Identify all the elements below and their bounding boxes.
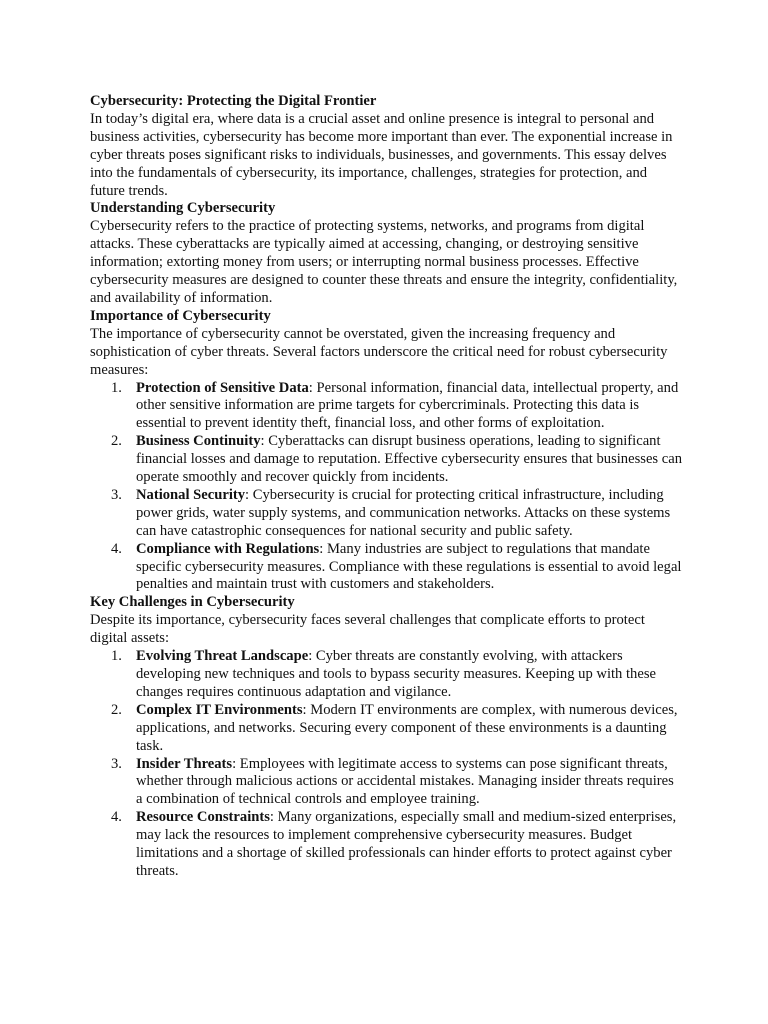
list-number: 1. (111, 648, 122, 665)
list-text: : Cyberattacks can disrupt business operations, leading to significant financial losses and damage to reputation. Effective cybersecurity ensures that businesses can operate smoothly and recover quickly from incidents. (136, 433, 682, 486)
list-number: 3. (111, 486, 122, 503)
list-term: Insider Threats (136, 755, 233, 772)
list-number: 2. (111, 433, 122, 450)
understanding-paragraph: Cybersecurity refers to the practice of protecting systems, networks, and programs from digital attacks. These cyberattacks are typically aimed at accessing, changing, or destroying sensitive information; extorting money from users; or interrupting normal business processes. Effective cybersecurity measures are designed to counter these threats and ensure the integrity, confidentiality, and availability of information. (90, 218, 678, 306)
list-text: : Cyber threats are constantly evolving, with attackers developing new techniques and tools to bypass security measures. Keeping up with these changes requires continuous adaptation and vigilance. (136, 648, 656, 700)
list-item (111, 809, 682, 881)
list-term: Compliance with Regulations (136, 540, 320, 557)
list-item (111, 648, 682, 702)
section-heading-importance: Importance of Cybersecurity (90, 307, 271, 324)
challenges-paragraph: Despite its importance, cybersecurity faces several challenges that complicate efforts to protect digital assets: (90, 612, 645, 647)
list-text: : Many organizations, especially small and medium-sized enterprises, may lack the resources to implement comprehensive cybersecurity measures. Budget limitations and a shortage of skilled professionals can hinder efforts to protect against cyber threats. (136, 809, 677, 879)
section-heading-challenges: Key Challenges in Cybersecurity (90, 594, 295, 611)
list-number: 1. (111, 379, 122, 396)
list-number: 2. (111, 701, 122, 718)
list-number: 4. (111, 809, 122, 826)
document-page (90, 93, 682, 881)
list-term: Complex IT Environments (136, 701, 303, 718)
list-text: : Personal information, financial data, intellectual property, and other sensitive information are prime targets for cybercriminals. Protecting this data is essential to prevent identity theft, financial loss, and other forms of exploitation. (136, 379, 679, 432)
importance-list (90, 380, 682, 595)
list-text: : Cybersecurity is crucial for protecting critical infrastructure, including power grids, water supply systems, and communication networks. Attacks on these systems can have catastrophic consequences for national security and public safety. (136, 486, 671, 539)
challenges-list (90, 648, 682, 881)
list-term: Evolving Threat Landscape (136, 648, 309, 665)
document-title: Cybersecurity: Protecting the Digital Frontier (90, 93, 377, 109)
list-text: : Modern IT environments are complex, with numerous devices, applications, and networks. Securing every component of these environments is a daunting task. (136, 701, 678, 754)
list-item (111, 540, 682, 595)
list-item (111, 379, 682, 434)
list-number: 3. (111, 755, 122, 772)
list-item (111, 433, 682, 487)
intro-paragraph: In today’s digital era, where data is a crucial asset and online presence is integral to personal and business activities, cybersecurity has become more important than ever. The exponential increase in cyber threats poses significant risks to individuals, businesses, and governments. This essay delves into the fundamentals of cybersecurity, its importance, challenges, strategies for protection, and future trends. (90, 110, 673, 199)
list-term: Business Continuity (136, 433, 261, 450)
list-number: 4. (111, 540, 122, 557)
section-heading-understanding: Understanding Cybersecurity (90, 200, 276, 217)
list-term: Resource Constraints (136, 809, 270, 826)
importance-paragraph: The importance of cybersecurity cannot be overstated, given the increasing frequency and sophistication of cyber threats. Several factors underscore the critical need for robust cybersecurity measures: (90, 325, 668, 378)
list-item (111, 486, 682, 541)
list-term: National Security (136, 486, 246, 503)
list-item (111, 701, 682, 756)
list-text: : Many industries are subject to regulations that mandate specific cybersecurity measures. Compliance with these regulations is essential to avoid legal penalties and maintain trust with customers and stakeholders. (136, 540, 682, 593)
list-term: Protection of Sensitive Data (136, 379, 309, 396)
list-item (111, 755, 682, 810)
list-text: : Employees with legitimate access to systems can pose significant threats, whether through malicious actions or accidental mistakes. Managing insider threats requires a combination of technical controls and employee training. (136, 755, 674, 808)
